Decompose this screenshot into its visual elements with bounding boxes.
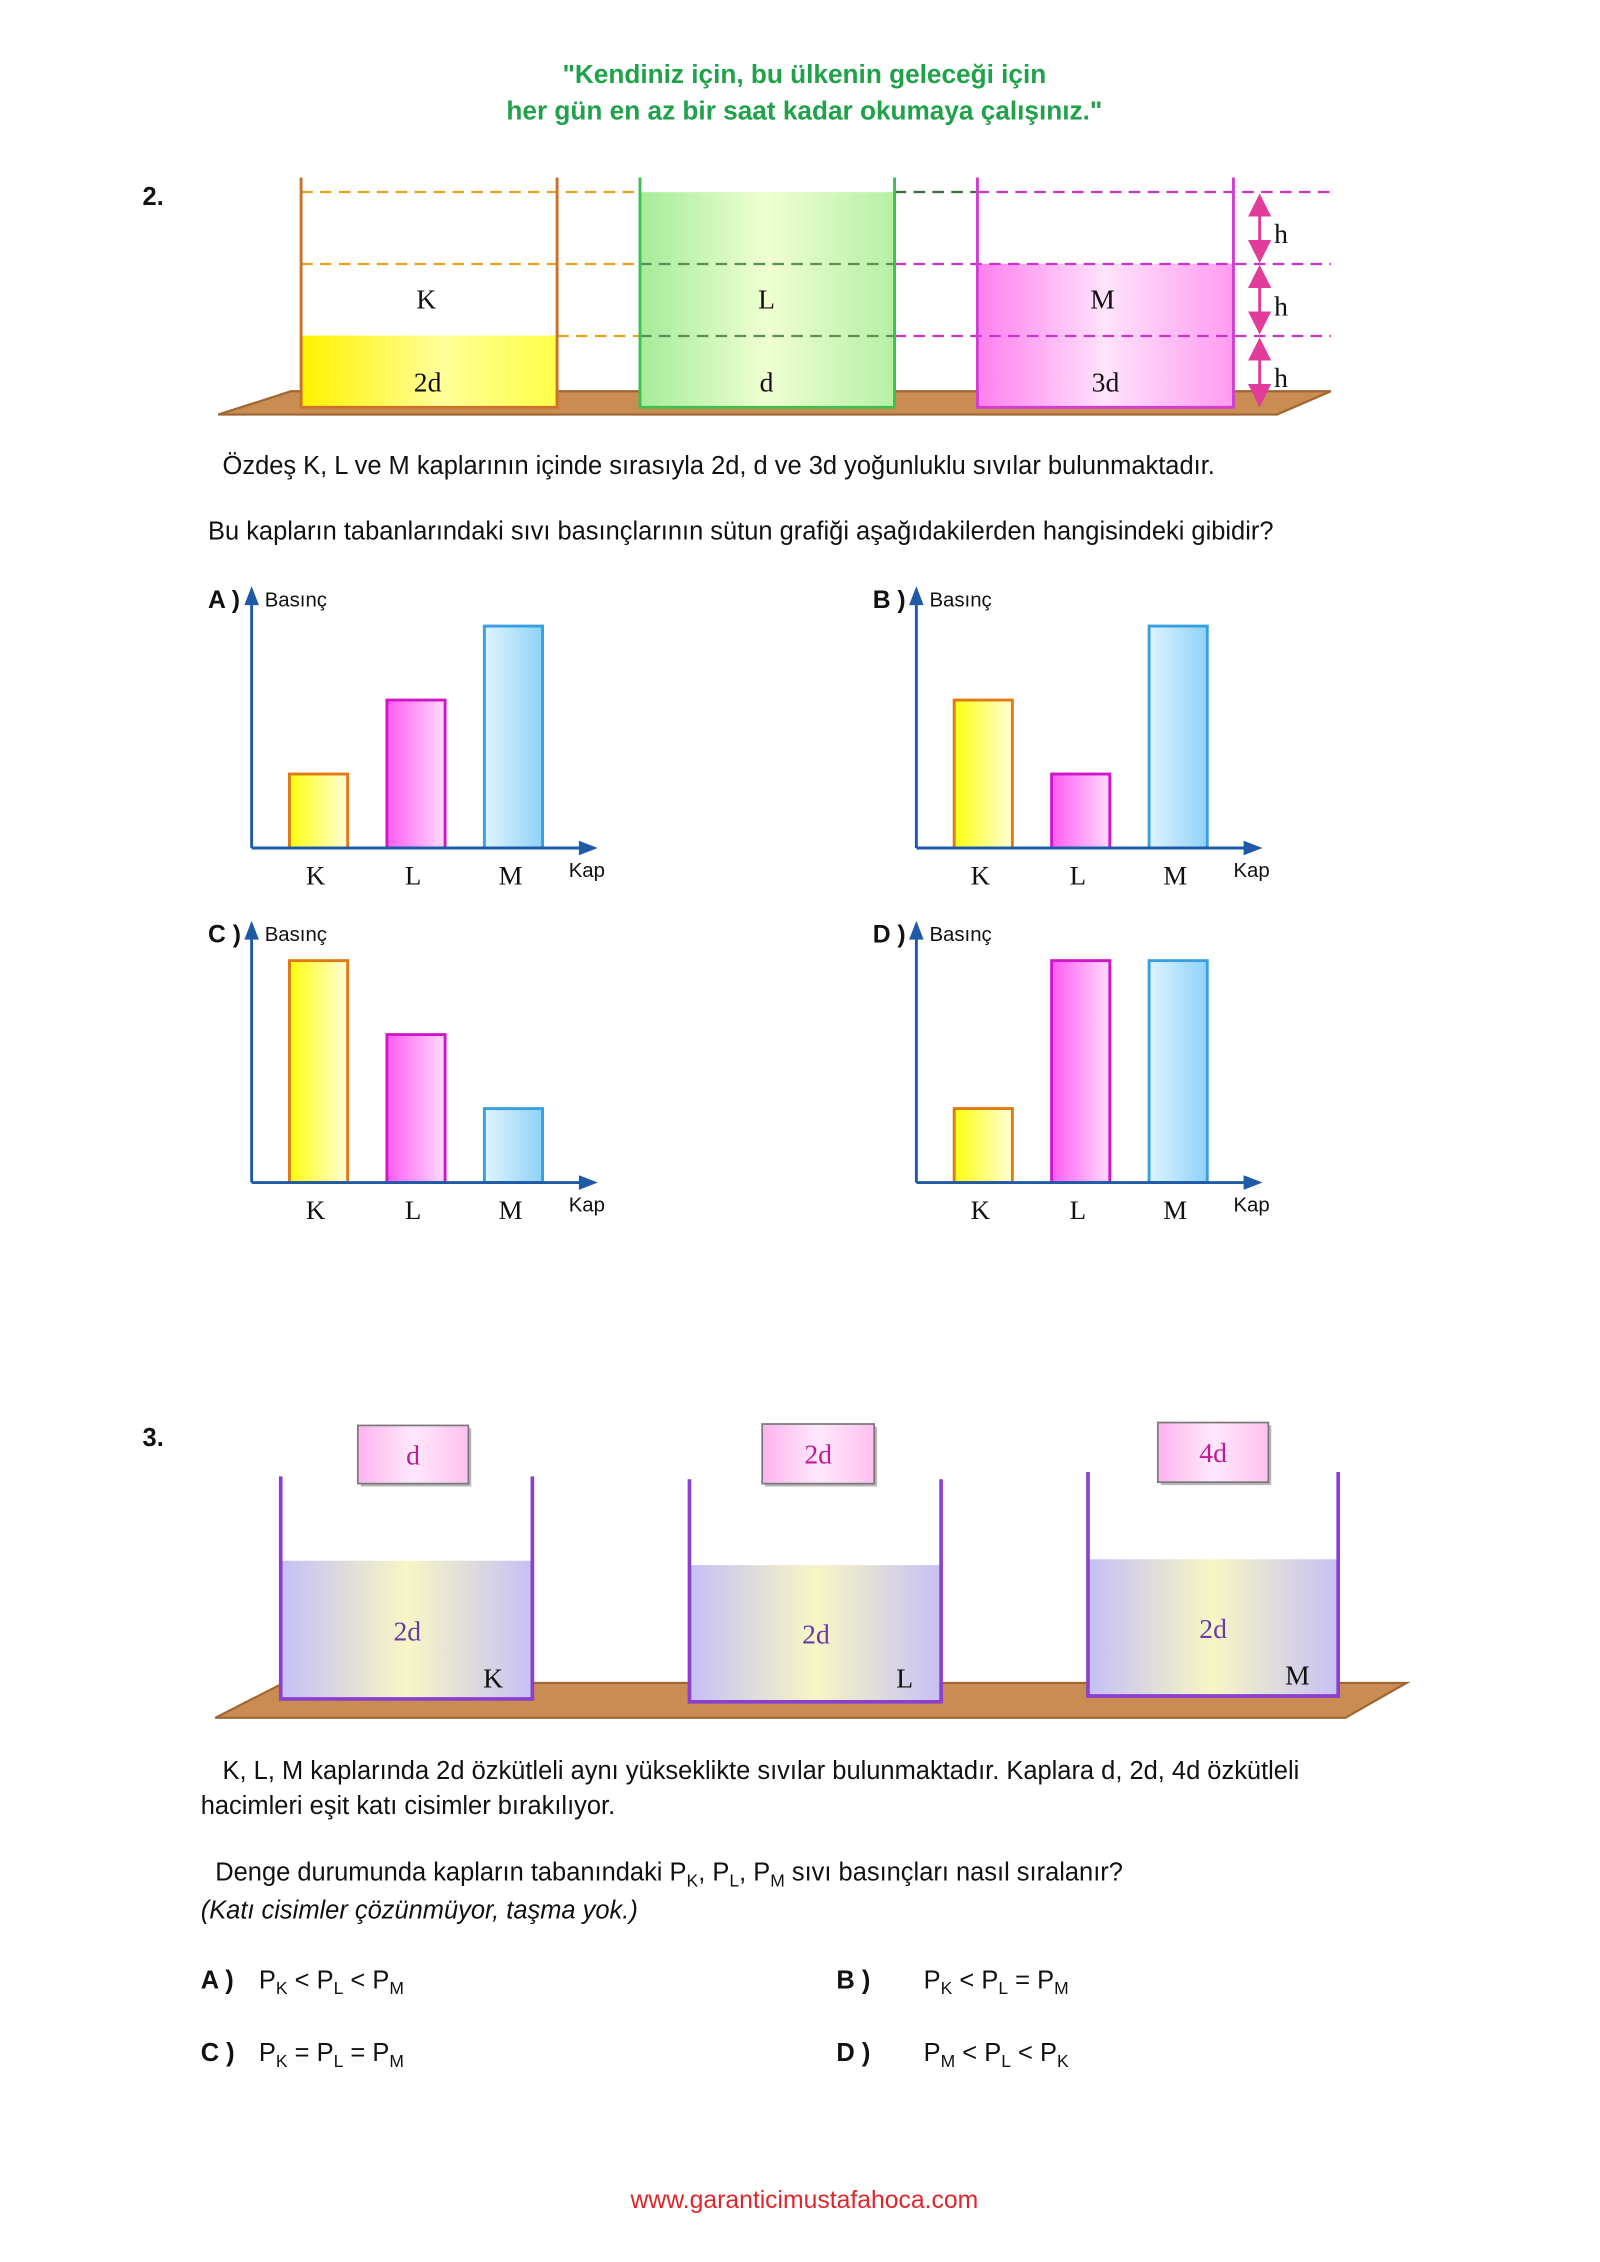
container-k-liquid-density: 2d	[393, 1615, 422, 1647]
pressure-symbol: P	[316, 2037, 334, 2067]
chart-option-label: B )	[872, 586, 906, 614]
container-k-density: 2d	[413, 366, 442, 398]
pressure-symbol: P	[258, 2037, 276, 2067]
relation-operator: <	[287, 1965, 317, 1995]
block-k-density: d	[406, 1439, 420, 1471]
height-label: h	[1274, 290, 1288, 322]
x-axis-arrow	[579, 1175, 598, 1190]
y-axis-arrow	[909, 586, 924, 605]
pressure-symbol: P	[1039, 2037, 1057, 2067]
relation-operator: =	[343, 2037, 373, 2067]
pressure-symbol: P	[258, 1965, 276, 1995]
pressure-subscript: M	[389, 1978, 404, 1999]
question-3-statement-line-1: K, L, M kaplarında 2d özkütleli aynı yükseklikte sıvılar bulunmaktadır. Kaplara d, 2d, 4d özkütleli	[222, 1755, 1300, 1785]
chart-option-a	[208, 586, 605, 890]
container-l-density: d	[759, 366, 774, 398]
y-axis-arrow	[244, 921, 259, 940]
pressure-symbol: P	[372, 1965, 390, 1995]
prompt-text-end: sıvı basınçları nasıl sıralanır?	[784, 1857, 1123, 1887]
pressure-subscript: L	[333, 2050, 344, 2072]
pressure-subscript: K	[940, 1978, 953, 1999]
option-c-expression	[258, 2037, 404, 2072]
prompt-separator: ,	[739, 1857, 754, 1887]
relation-operator: =	[1008, 1965, 1038, 1995]
bar-l	[387, 700, 445, 848]
pressure-symbol: P	[753, 1857, 771, 1887]
x-axis-label: Kap	[1233, 860, 1270, 883]
option-d-letter: D )	[836, 2037, 871, 2067]
pressure-symbol: P	[316, 1965, 334, 1995]
chart-option-label: A )	[207, 586, 241, 614]
pressure-subscript: L	[729, 1870, 740, 1891]
chart-option-c	[208, 921, 605, 1225]
solid-block-k	[358, 1425, 471, 1486]
chart-option-label: D )	[872, 921, 906, 949]
option-b-letter: B )	[836, 1965, 871, 1995]
prompt-separator: ,	[698, 1857, 713, 1887]
solid-block-m	[1158, 1423, 1271, 1486]
question-3-number: 3.	[142, 1422, 164, 1452]
x-tick-label: L	[404, 1194, 422, 1225]
option-b-expression	[923, 1965, 1069, 1999]
x-tick-label: L	[404, 860, 422, 891]
x-axis-arrow	[579, 841, 598, 856]
bar-m	[1149, 961, 1207, 1183]
bar-l	[1052, 961, 1110, 1183]
x-tick-label: M	[498, 1194, 523, 1225]
solid-block-l	[762, 1424, 877, 1487]
container-k-label: K	[483, 1662, 504, 1694]
relation-operator: <	[952, 1965, 982, 1995]
question-3-statement-line-2: hacimleri eşit katı cisimler bırakılıyor.	[200, 1790, 616, 1820]
x-axis-arrow	[1244, 841, 1263, 856]
pressure-symbol: P	[981, 1965, 999, 1995]
relation-operator: <	[343, 1965, 373, 1995]
pressure-symbol: P	[984, 2037, 1002, 2067]
pressure-symbol: P	[1037, 1965, 1055, 1995]
y-axis-arrow	[244, 586, 259, 605]
container-l-label: L	[896, 1662, 914, 1694]
relation-operator: <	[1010, 2037, 1040, 2067]
relation-operator: =	[287, 2037, 317, 2067]
block-l-density: 2d	[804, 1438, 832, 1470]
container-m-label: M	[1285, 1659, 1310, 1691]
bar-m	[484, 1109, 542, 1183]
container-l-label: L	[758, 283, 775, 315]
container-l-liquid-density: 2d	[802, 1618, 830, 1650]
y-axis-arrow	[909, 921, 924, 940]
pressure-subscript: K	[275, 1978, 288, 1999]
pressure-symbol: P	[372, 2037, 390, 2067]
x-tick-label: M	[1163, 1194, 1188, 1225]
x-tick-label: K	[305, 860, 326, 891]
pressure-subscript: M	[770, 1870, 785, 1891]
x-axis-label: Kap	[568, 1194, 605, 1217]
x-tick-label: L	[1069, 1194, 1087, 1225]
pressure-subscript: K	[686, 1870, 699, 1891]
option-a-expression	[258, 1965, 404, 1999]
container-m-density: 3d	[1091, 366, 1120, 398]
container-m-liquid-density: 2d	[1199, 1612, 1227, 1644]
chart-option-b	[873, 586, 1270, 890]
pressure-symbol: P	[923, 2037, 941, 2067]
chart-option-label: C )	[207, 921, 241, 949]
question-3-note: (Katı cisimler çözünmüyor, taşma yok.)	[200, 1895, 638, 1925]
x-axis-label: Kap	[568, 860, 605, 883]
container-k-label: K	[416, 283, 437, 315]
footer-website-link[interactable]: www.garanticimustafahoca.com	[630, 2186, 979, 2214]
answer-charts	[0, 567, 1600, 1236]
block-m-density: 4d	[1199, 1436, 1227, 1468]
x-tick-label: M	[498, 860, 523, 891]
pressure-symbol: P	[712, 1857, 730, 1887]
option-d-expression	[923, 2037, 1069, 2072]
pressure-subscript: L	[1001, 2050, 1011, 2072]
bar-l	[387, 1035, 445, 1183]
motto-line-2: her gün en az bir saat kadar okumaya çalışınız."	[506, 95, 1103, 126]
bar-k	[289, 961, 347, 1183]
relation-operator: <	[955, 2037, 985, 2067]
x-tick-label: L	[1069, 860, 1087, 891]
pressure-subscript: K	[1056, 2050, 1069, 2072]
question-3-figure	[0, 1396, 1600, 1745]
height-label: h	[1274, 361, 1288, 393]
bar-m	[484, 626, 542, 848]
question-2-prompt: Bu kapların tabanlarındaki sıvı basınçlarının sütun grafiği aşağıdakilerden hangisindeki gibidir?	[207, 516, 1274, 546]
y-axis-label: Basınç	[929, 924, 992, 947]
bar-k	[289, 774, 347, 848]
bar-k	[954, 700, 1012, 848]
question-2-statement: Özdeş K, L ve M kaplarının içinde sırasıyla 2d, d ve 3d yoğunluklu sıvılar bulunmaktadır.	[222, 450, 1215, 480]
question-3-prompt	[215, 1857, 1123, 1891]
x-tick-label: K	[970, 1194, 991, 1225]
chart-option-d	[873, 921, 1270, 1225]
bar-k	[954, 1109, 1012, 1183]
prompt-text-start: Denge durumunda kapların tabanındaki	[215, 1857, 670, 1887]
x-tick-label: K	[970, 860, 991, 891]
pressure-subscript: L	[333, 1978, 344, 1999]
pressure-symbol: P	[669, 1857, 687, 1887]
y-axis-label: Basınç	[929, 589, 992, 612]
option-c-letter: C )	[200, 2037, 235, 2067]
y-axis-label: Basınç	[264, 924, 327, 947]
x-tick-label: M	[1163, 860, 1188, 891]
x-tick-label: K	[305, 1194, 326, 1225]
bar-m	[1149, 626, 1207, 848]
option-a-letter: A )	[200, 1965, 234, 1995]
question-2-figure	[0, 0, 1600, 436]
pressure-subscript: M	[940, 2050, 956, 2072]
container-m-label: M	[1090, 283, 1115, 315]
pressure-symbol: P	[923, 1965, 941, 1995]
pressure-subscript: K	[275, 2050, 288, 2072]
bar-l	[1052, 774, 1110, 848]
pressure-subscript: M	[389, 2050, 404, 2072]
x-axis-arrow	[1244, 1175, 1263, 1190]
height-label: h	[1274, 217, 1288, 249]
motto-line-1: "Kendiniz için, bu ülkenin geleceği için	[562, 59, 1047, 89]
pressure-subscript: L	[998, 1978, 1009, 1999]
question-2-number: 2.	[142, 181, 164, 211]
y-axis-label: Basınç	[264, 589, 327, 612]
x-axis-label: Kap	[1233, 1194, 1270, 1217]
pressure-subscript: M	[1054, 1978, 1069, 1999]
